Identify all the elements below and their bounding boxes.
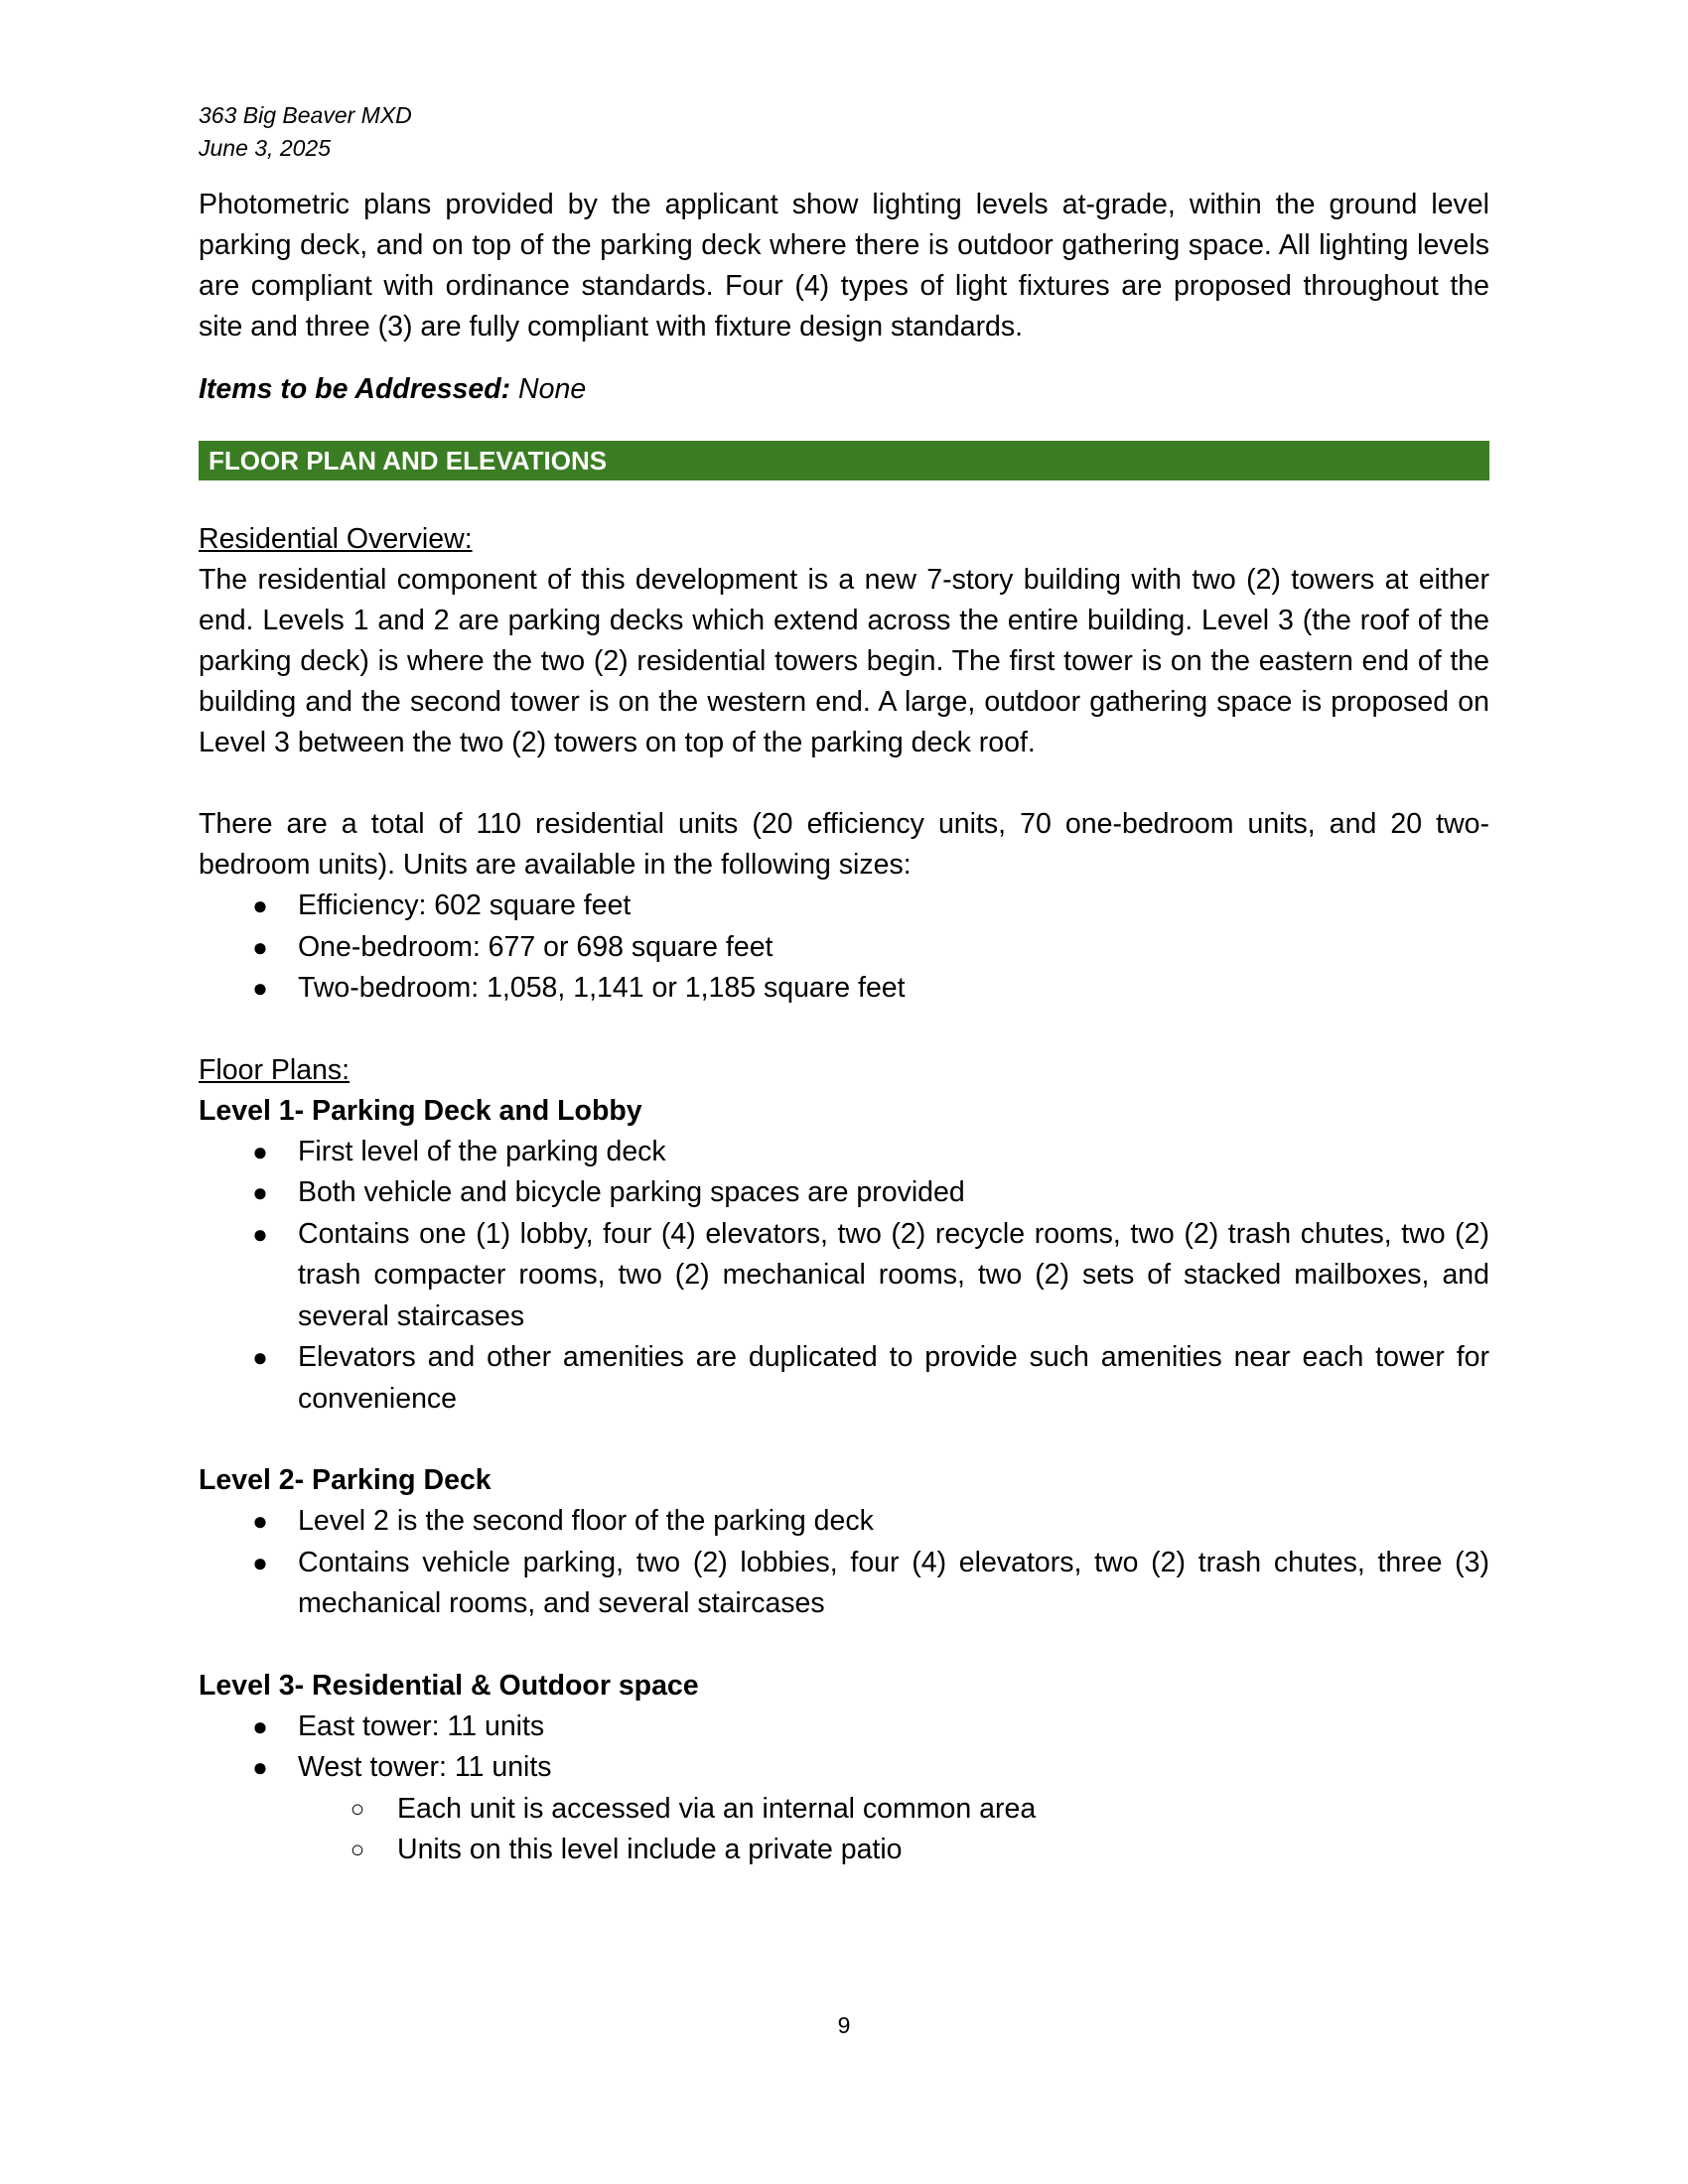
list-item: ● First level of the parking deck xyxy=(199,1132,1489,1173)
items-to-address xyxy=(199,369,1489,410)
list-item: ● Contains vehicle parking, two (2) lobbies, four (4) elevators, two (2) trash chutes, three (3) mechanical rooms, and several staircases xyxy=(199,1543,1489,1625)
list-item: ○ Each unit is accessed via an internal common area xyxy=(199,1789,1489,1831)
project-name: 363 Big Beaver MXD xyxy=(199,102,412,128)
list-item: ○ Units on this level include a private patio xyxy=(199,1830,1489,1871)
document-date: June 3, 2025 xyxy=(199,135,332,161)
items-label: Items to be Addressed: xyxy=(199,373,511,405)
page-number: 9 xyxy=(837,2012,851,2038)
bullet-icon: ● xyxy=(252,1218,268,1249)
floor-plans-heading: Floor Plans: xyxy=(199,1053,351,1086)
list-item: ● Contains one (1) lobby, four (4) elevators, two (2) recycle rooms, two (2) trash chutes, two (2) trash compacter rooms, two (2) mechanical rooms, two (2) sets of stacked mailboxes, and several staircases xyxy=(199,1214,1489,1338)
list-item: ● Efficiency: 602 square feet xyxy=(199,886,1489,927)
circle-bullet-icon: ○ xyxy=(350,1837,365,1863)
list-item: ● Level 2 is the second floor of the parking deck xyxy=(199,1501,1489,1543)
items-value: None xyxy=(518,373,587,405)
circle-bullet-icon: ○ xyxy=(350,1795,365,1823)
level3-list xyxy=(199,1706,1489,1789)
bullet-icon: ● xyxy=(252,1752,268,1782)
bullet-icon: ● xyxy=(252,1177,268,1207)
list-item: ● Elevators and other amenities are duplicated to provide such amenities near each tower for convenience xyxy=(199,1337,1489,1420)
unit-totals-paragraph: There are a total of 110 residential units (20 efficiency units, 70 one-bedroom units, and 20 two-bedroom units). Units are available in the following sizes: xyxy=(199,808,1489,881)
level3-sub-list xyxy=(199,1789,1489,1871)
bullet-icon: ● xyxy=(252,973,268,1003)
list-item: ● East tower: 11 units xyxy=(199,1706,1489,1748)
section-heading-floor-plan: FLOOR PLAN AND ELEVATIONS xyxy=(199,441,1489,480)
residential-overview-paragraph: The residential component of this development is a new 7-story building with two (2) towers at either end. Levels 1 and 2 are parking decks which extend across the entire building. Level 3 (the roof of the parking deck) is where the two (2) residential towers begin. The first tower is on the eastern end of the building and the second tower is on the western end. A large, outdoor gathering space is proposed on Level 3 between the two (2) towers on top of the parking deck roof. xyxy=(199,564,1489,758)
bullet-icon: ● xyxy=(252,931,268,962)
level2-list xyxy=(199,1501,1489,1625)
document-header xyxy=(199,99,1489,165)
bullet-icon: ● xyxy=(252,890,268,920)
level2-heading: Level 2- Parking Deck xyxy=(199,1464,492,1496)
level1-list xyxy=(199,1132,1489,1421)
list-item: ● Two-bedroom: 1,058, 1,141 or 1,185 square feet xyxy=(199,968,1489,1010)
level3-heading: Level 3- Residential & Outdoor space xyxy=(199,1669,699,1702)
bullet-icon: ● xyxy=(252,1342,268,1372)
level1-heading: Level 1- Parking Deck and Lobby xyxy=(199,1094,642,1127)
residential-overview-heading: Residential Overview: xyxy=(199,523,473,555)
bullet-icon: ● xyxy=(252,1547,268,1577)
list-item: ● West tower: 11 units xyxy=(199,1747,1489,1789)
list-item: ● Both vehicle and bicycle parking spaces are provided xyxy=(199,1172,1489,1214)
bullet-icon: ● xyxy=(252,1506,268,1536)
bullet-icon: ● xyxy=(252,1136,268,1166)
lighting-paragraph: Photometric plans provided by the applicant show lighting levels at-grade, within the ground level parking deck, and on top of the parking deck where there is outdoor gathering space. All lighting levels are compliant with ordinance standards. Four (4) types of light fixtures are proposed throughout the site and three (3) are fully compliant with fixture design standards. xyxy=(199,189,1489,342)
unit-sizes-list xyxy=(199,886,1489,1010)
document-page xyxy=(199,99,1489,1871)
list-item: ● One-bedroom: 677 or 698 square feet xyxy=(199,927,1489,969)
bullet-icon: ● xyxy=(252,1710,268,1741)
